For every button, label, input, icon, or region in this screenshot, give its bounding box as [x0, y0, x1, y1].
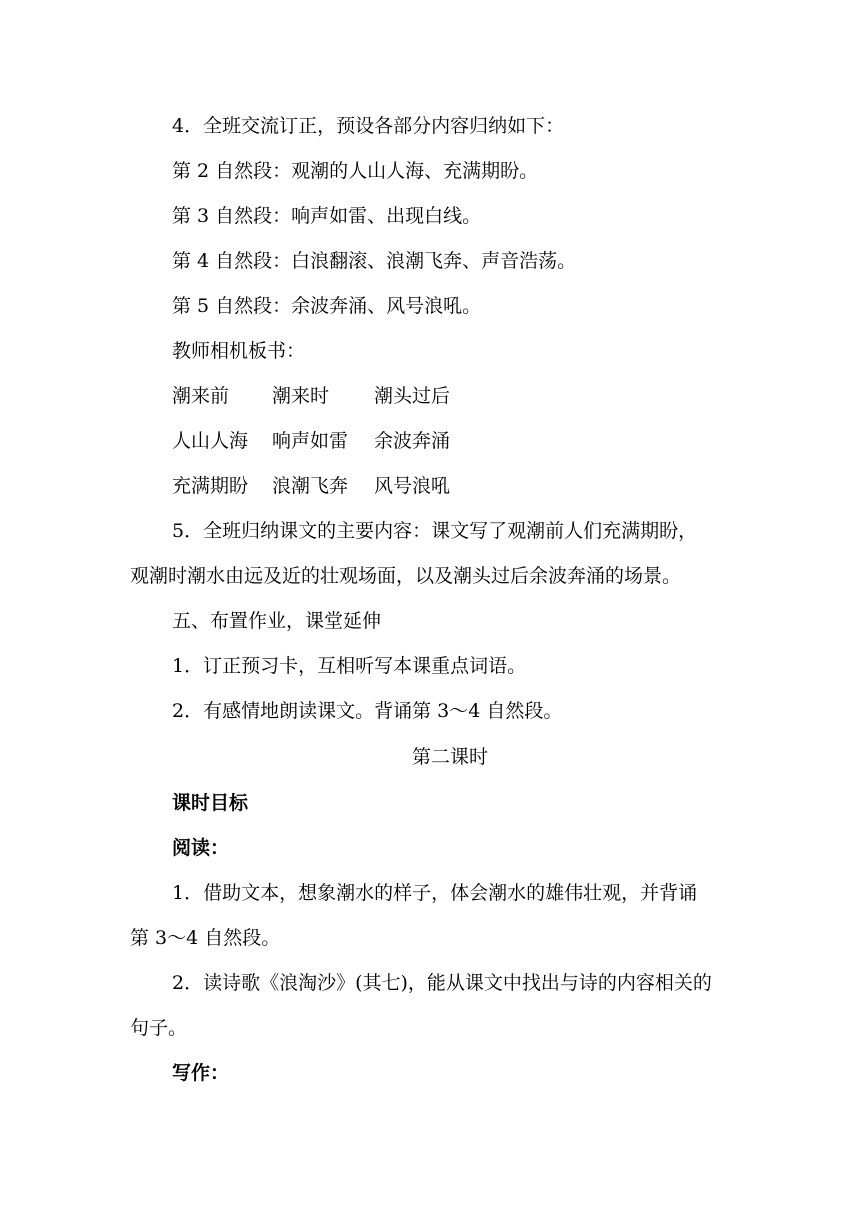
homework-item-1: 1．订正预习卡，互相听写本课重点词语。	[172, 655, 527, 677]
blackboard-title: 教师相机板书：	[172, 340, 306, 362]
reading-goal-1-line-1: 1．借助文本，想象潮水的样子，体会潮水的雄伟壮观，并背诵	[172, 882, 698, 904]
reading-heading: 阅读：	[172, 837, 230, 859]
blackboard-cell: 响声如雷	[272, 430, 349, 452]
reading-goal-1-line-2: 第 3～4 自然段。	[130, 927, 281, 949]
blackboard-cell: 风号浪吼	[374, 475, 451, 497]
para4-summary: 第 4 自然段：白浪翻滚、浪潮飞奔、声音浩荡。	[172, 250, 577, 272]
reading-goal-2-line-1: 2．读诗歌《浪淘沙》(其七)，能从课文中找出与诗的内容相关的	[172, 972, 712, 994]
reading-goal-2-line-2: 句子。	[130, 1017, 188, 1039]
goals-heading: 课时目标	[172, 792, 249, 814]
blackboard-cell: 潮来时	[272, 385, 330, 407]
section-five-heading: 五、布置作业，课堂延伸	[172, 610, 382, 632]
blackboard-cell: 潮来前	[172, 385, 230, 407]
writing-heading: 写作：	[172, 1062, 230, 1084]
para2-summary: 第 2 自然段：观潮的人山人海、充满期盼。	[172, 160, 539, 182]
step5-line-2: 观潮时潮水由远及近的壮观场面，以及潮头过后余波奔涌的场景。	[130, 565, 682, 587]
blackboard-cell: 潮头过后	[374, 385, 451, 407]
para5-summary: 第 5 自然段：余波奔涌、风号浪吼。	[172, 295, 482, 317]
para3-summary: 第 3 自然段：响声如雷、出现白线。	[172, 205, 482, 227]
step5-line-1: 5．全班归纳课文的主要内容：课文写了观潮前人们充满期盼，	[172, 520, 698, 542]
blackboard-cell: 余波奔涌	[374, 430, 451, 452]
document-page	[130, 0, 730, 1216]
blackboard-cell: 浪潮飞奔	[272, 475, 349, 497]
blackboard-cell: 充满期盼	[172, 475, 249, 497]
homework-item-2: 2．有感情地朗读课文。背诵第 3～4 自然段。	[172, 700, 563, 722]
step4-line: 4．全班交流订正，预设各部分内容归纳如下：	[172, 115, 565, 137]
lesson-two-heading: 第二课时	[411, 746, 488, 768]
blackboard-cell: 人山人海	[172, 430, 249, 452]
